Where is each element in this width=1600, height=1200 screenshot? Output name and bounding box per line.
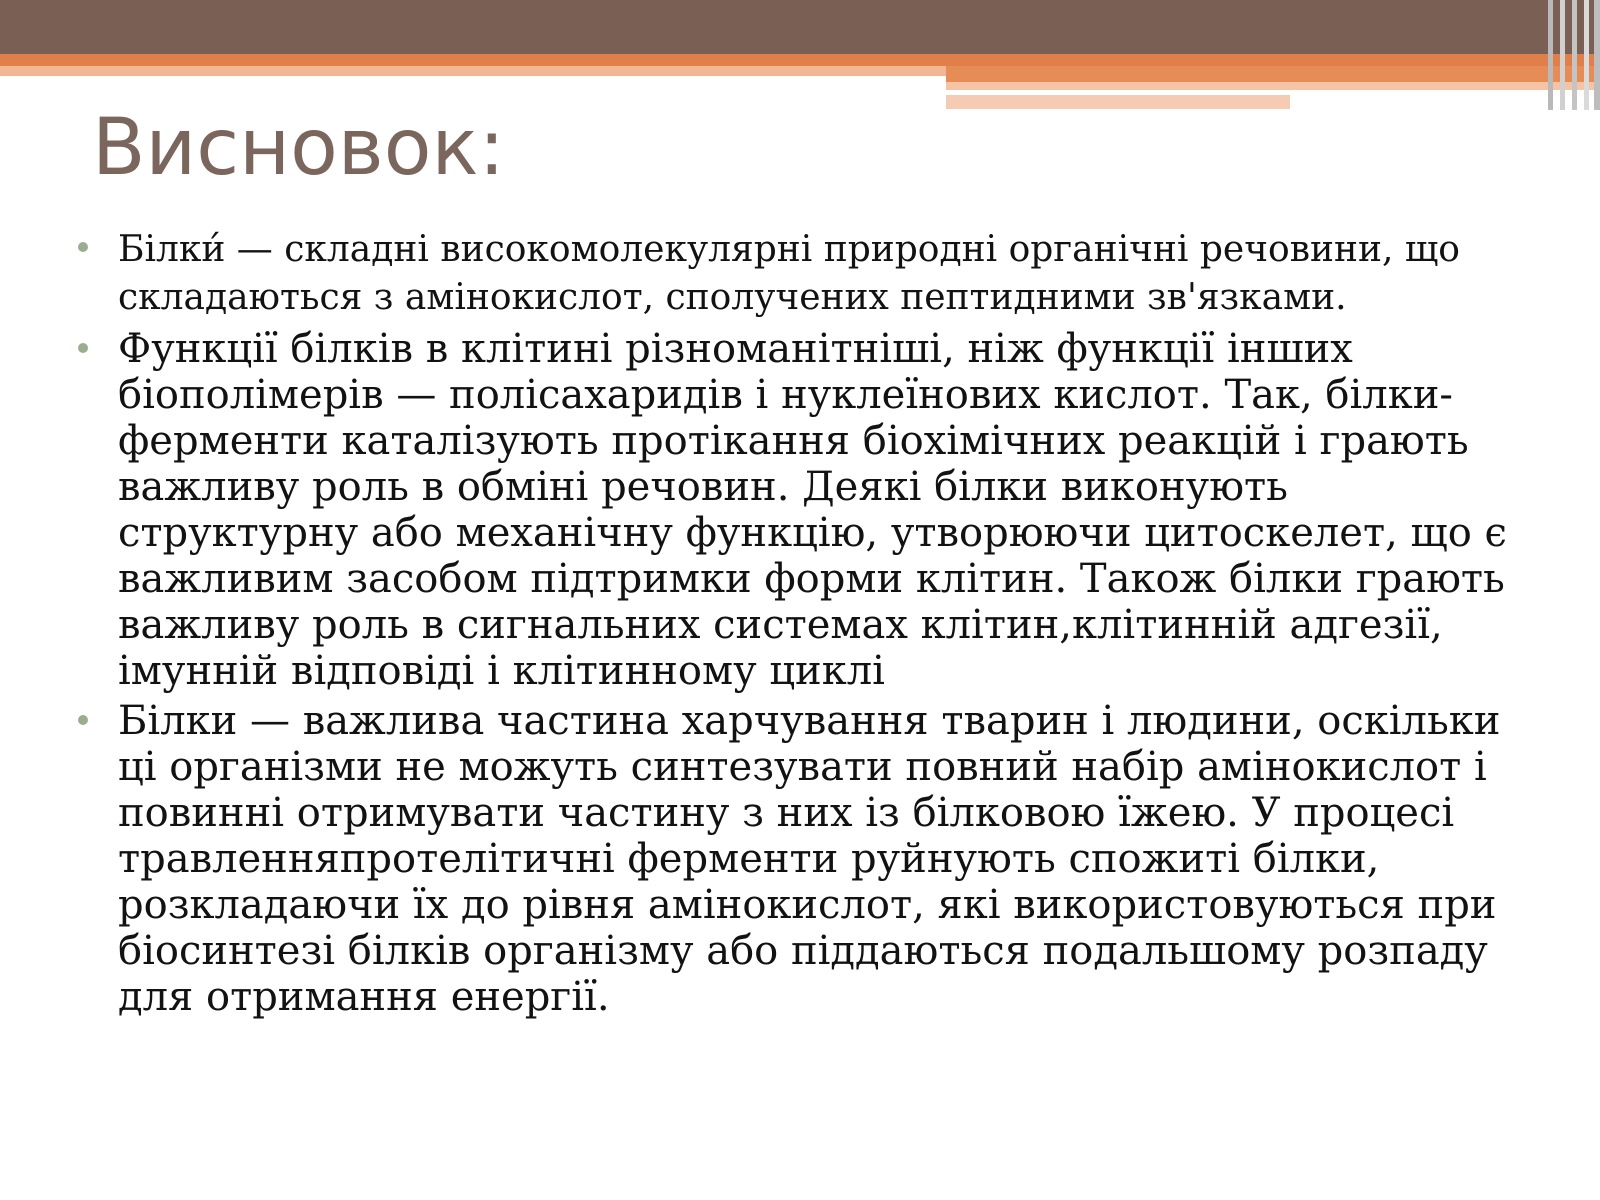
slide-title: Висновок: (92, 103, 505, 193)
header-band (0, 0, 1600, 54)
header-peach-band-right (946, 82, 1600, 90)
edge-decoration (1594, 0, 1600, 110)
bullet-text: Білки́ — складні високомолекулярні природні органічні речовини, що складаються з амінокислот, сполучених пептидними зв'язками. (118, 229, 1460, 318)
header-accent-band (0, 54, 1600, 66)
bullet-item-proteins-definition (118, 226, 1518, 322)
bullet-text: Функції білків в клітині різноманітніші, ніж функції інших біополімерів — полісахаридів і нуклеїнових кислот. Так, білки-ферменти каталізують протікання біохімічних реакцій і грають важливу роль в обміні речовин. Деякі білки виконують структурну або механічну функцію, утворюючи цитоскелет, що є важливим засобом підтримки форми клітин. Також білки грають важливу роль в сигнальних системах клітин,клітинній адгезії, імунній відповіді і клітинному циклі (118, 326, 1507, 694)
bullet-dot-icon (78, 343, 88, 353)
header-peach-strip (946, 95, 1290, 109)
bullet-item-nutrition (118, 698, 1518, 1020)
header-peach-band-left (0, 66, 946, 76)
edge-decoration (1572, 0, 1577, 110)
header-white-line (946, 90, 1476, 93)
header-accent-band-right (946, 66, 1600, 82)
bullet-dot-icon (78, 242, 88, 252)
edge-decoration (1548, 0, 1553, 110)
edge-decoration (1584, 0, 1589, 110)
edge-decoration (1560, 0, 1565, 110)
bullet-item-protein-functions (118, 326, 1518, 694)
bullet-dot-icon (78, 715, 88, 725)
bullet-text: Білки — важлива частина харчування тварин і людини, оскільки ці організми не можуть синтезувати повний набір амінокислот і повинні отримувати частину з них із білковою їжею. У процесі травленняпротелітичні ферменти руйнують спожиті білки, розкладаючи їх до рівня амінокислот, які використовуються при біосинтезі білків організму або піддаються подальшому розпаду для отримання енергії. (118, 698, 1501, 1020)
bullet-list (118, 226, 1518, 1024)
